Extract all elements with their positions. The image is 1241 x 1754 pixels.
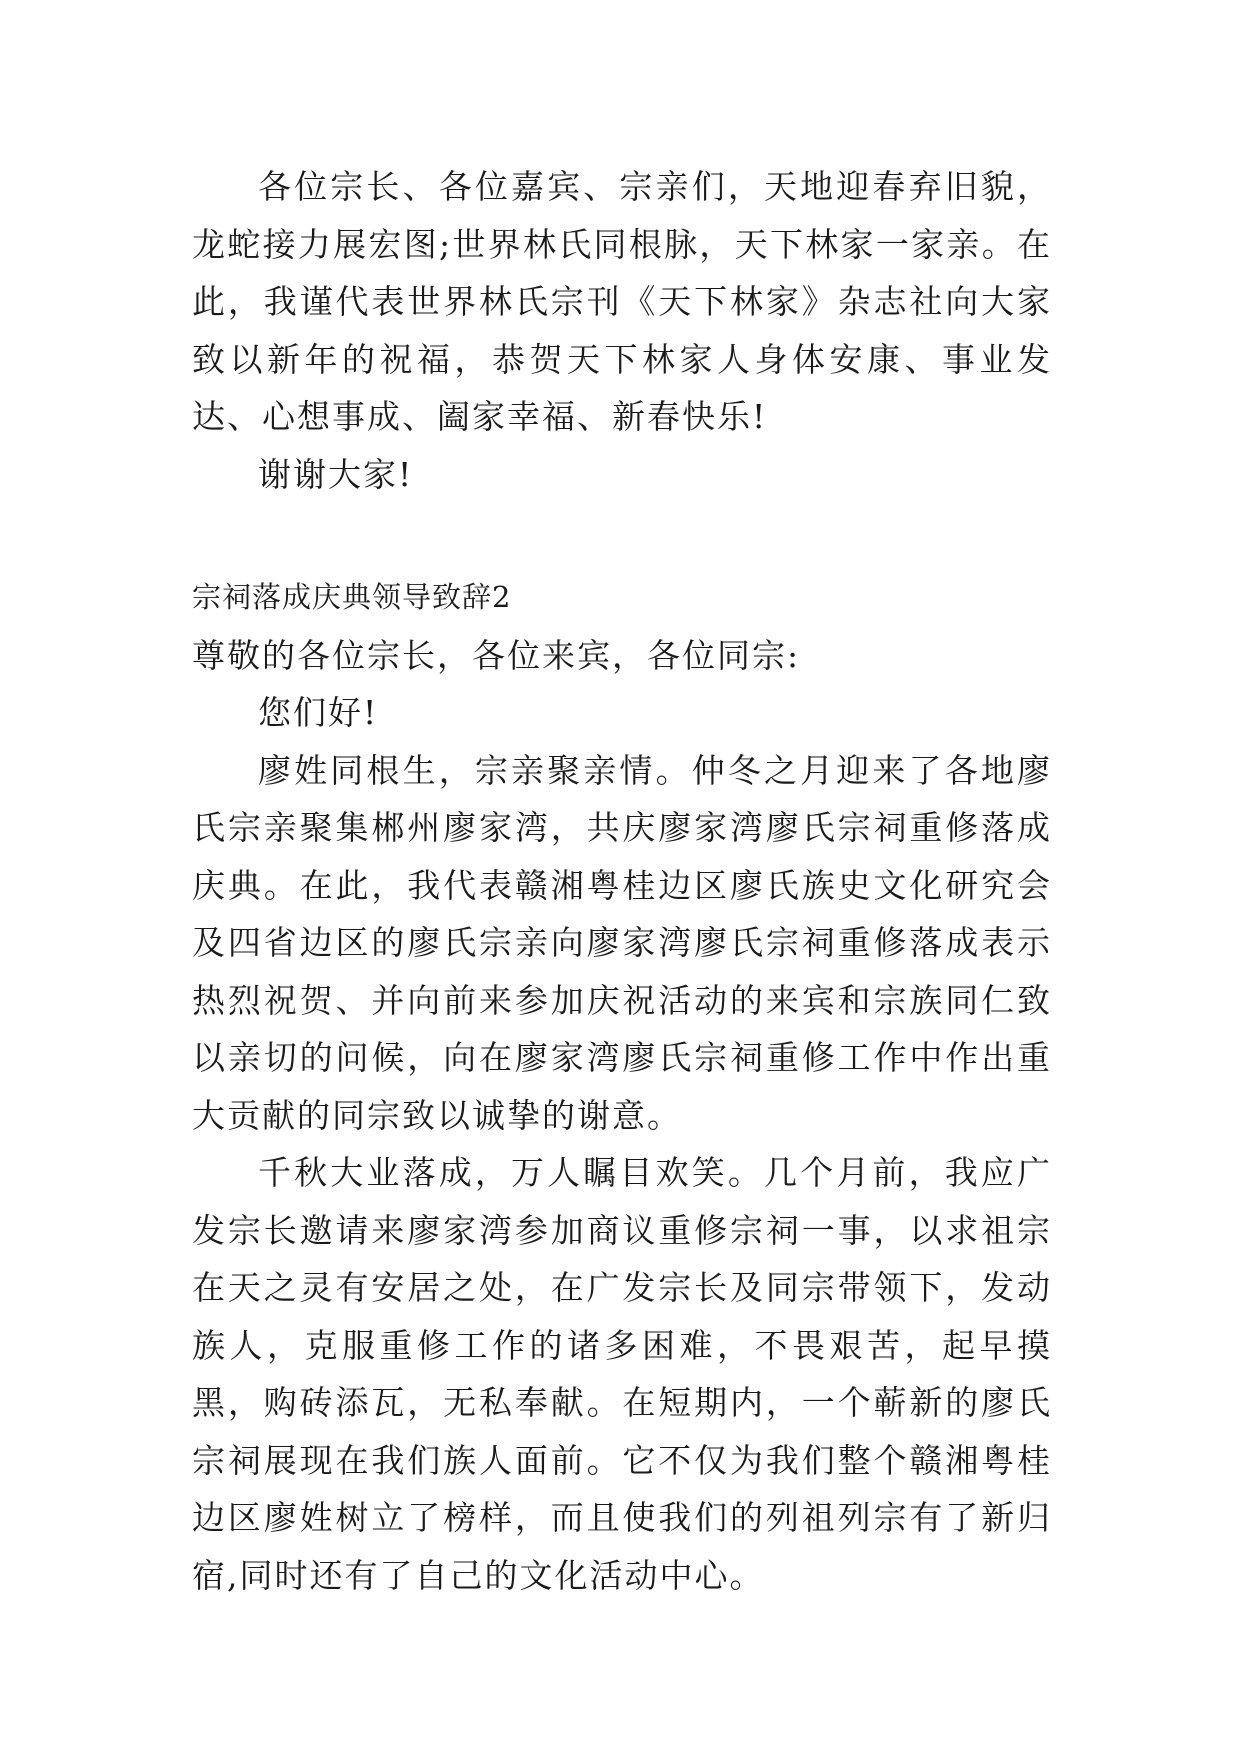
greeting: 您们好! <box>258 693 379 732</box>
paragraph-new-year-blessing: 各位宗长、各位嘉宾、宗亲们，天地迎春弃旧貌，龙蛇接力展宏图;世界林氏同根脉，天下林家一家亲。在此，我谨代表世界林氏宗刊《天下林家》杂志社向大家致以新年的祝福，恭贺天下林家人身体安康、事业发达、心想事成、阖家幸福、新春快乐! <box>192 167 1052 436</box>
document-body <box>192 158 1052 1604</box>
salutation: 尊敬的各位宗长，各位来宾，各位同宗: <box>192 635 801 675</box>
section-title: 宗祠落成庆典领导致辞2 <box>192 580 512 614</box>
paragraph-achievement: 千秋大业落成，万人瞩目欢笑。几个月前，我应广发宗长邀请来廖家湾参加商议重修宗祠一事，以求祖宗在天之灵有安居之处，在广发宗长及同宗带领下，发动族人，克服重修工作的诸多困难，不畏艰苦，起早摸黑，购砖添瓦，无私奉献。在短期内，一个蕲新的廖氏宗祠展现在我们族人面前。它不仅为我们整个赣湘粤桂边区廖姓树立了榜样，而且使我们的列祖列宗有了新归宿,同时还有了自己的文化活动中心。 <box>192 1153 1052 1595</box>
paragraph-thanks: 谢谢大家! <box>258 454 414 494</box>
paragraph-celebration: 廖姓同根生，宗亲聚亲情。仲冬之月迎来了各地廖氏宗亲聚集郴州廖家湾，共庆廖家湾廖氏宗祠重修落成庆典。在此，我代表赣湘粤桂边区廖氏族史文化研究会及四省边区的廖氏宗亲向廖家湾廖氏宗祠重修落成表示热烈祝贺、并向前来参加庆祝活动的来宾和宗族同仁致以亲切的问候，向在廖家湾廖氏宗祠重修工作中作出重大贡献的同宗致以诚挚的谢意。 <box>192 750 1052 1135</box>
